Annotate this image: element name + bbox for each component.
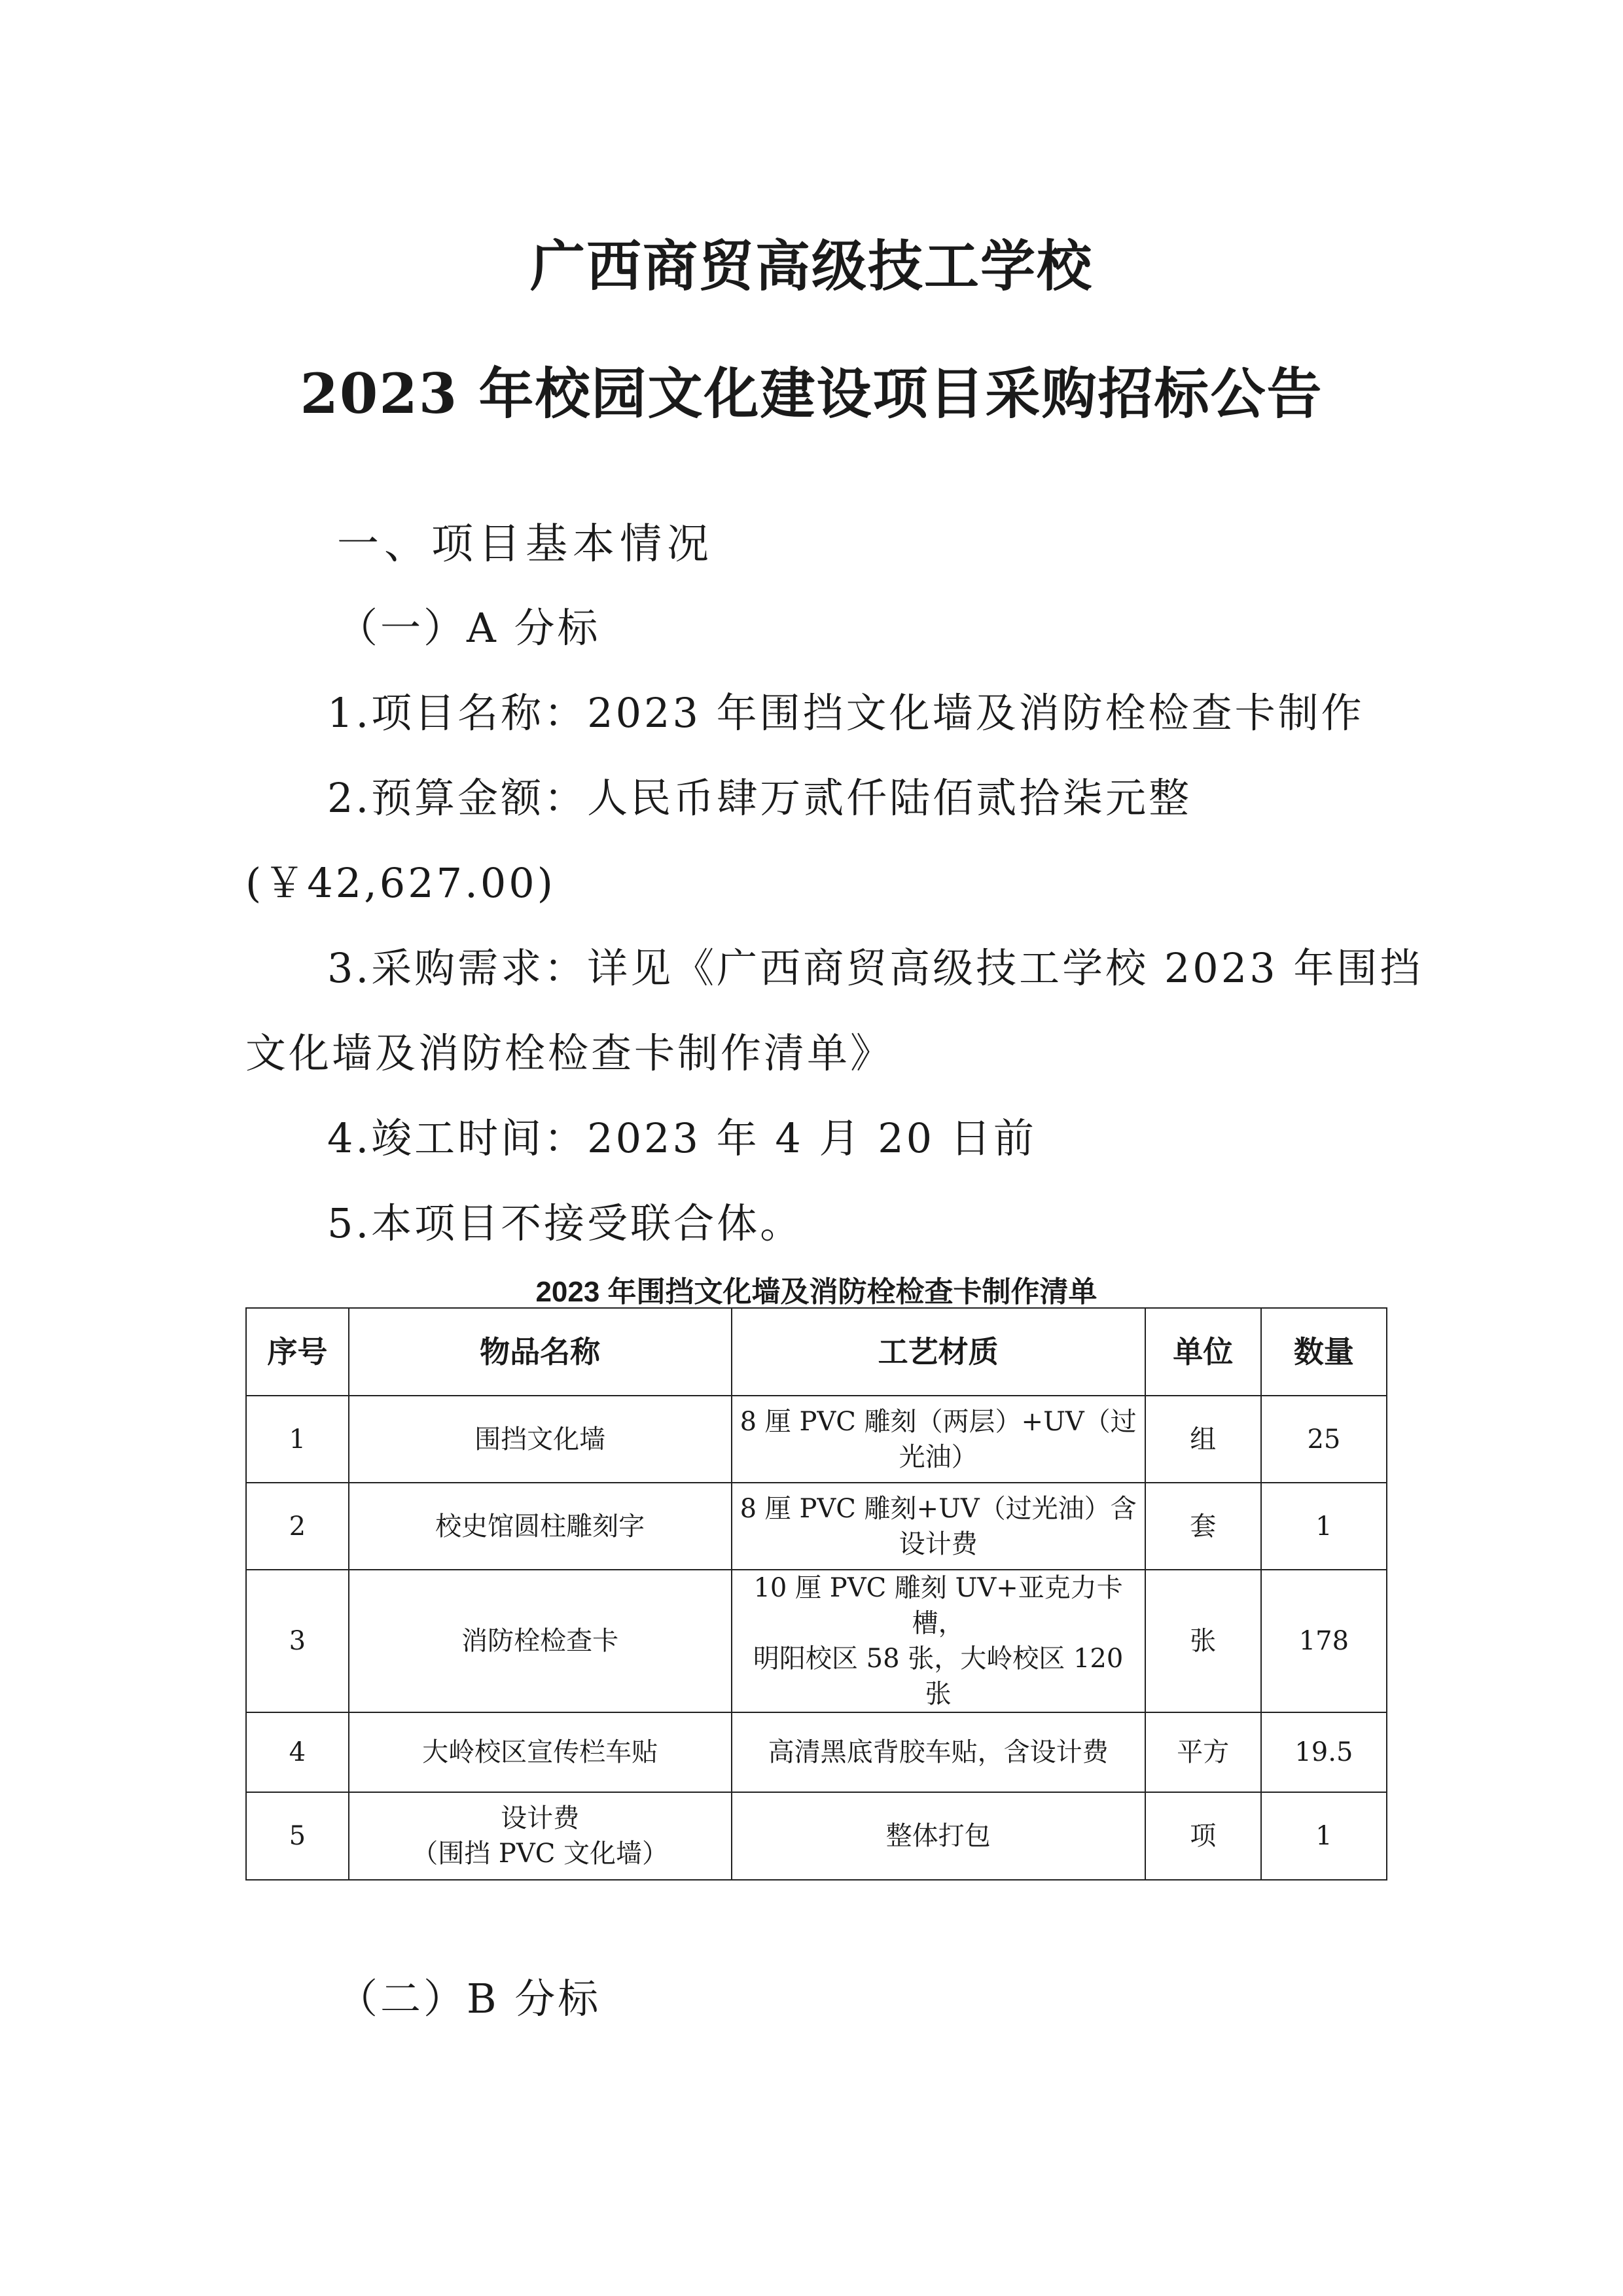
cell-no: 4 [246,1712,349,1792]
cell-qty: 1 [1261,1792,1387,1880]
cell-craft-line: 设计费 [899,1528,978,1559]
cell-name-line: 设计费 [501,1803,580,1833]
subsection-a-heading: （一）A 分标 [337,604,601,652]
cell-name: 围挡文化墙 [349,1396,732,1483]
header-cell-no: 序号 [246,1308,349,1396]
table-row [246,1396,1387,1483]
cell-craft [732,1792,1145,1880]
table-row [246,1712,1387,1792]
cell-qty: 178 [1261,1570,1387,1712]
table-row [246,1792,1387,1880]
cell-unit: 项 [1145,1792,1261,1880]
cell-craft [732,1712,1145,1792]
table-header-row [246,1308,1387,1396]
header-cell-unit: 单位 [1145,1308,1261,1396]
cell-craft-line: 明阳校区 58 张，大岭校区 120 [753,1644,1124,1674]
cell-craft [732,1570,1145,1712]
header-cell-qty: 数量 [1261,1308,1387,1396]
budget-amount-figure: (￥42,627.00) [245,859,556,907]
consortium-paragraph: 5.本项目不接受联合体。 [327,1199,804,1247]
cell-no: 2 [246,1483,349,1570]
cell-craft [732,1483,1145,1570]
cell-name-line: （围挡 PVC 文化墙） [412,1839,669,1869]
items-table [245,1307,1387,1881]
table-row [246,1570,1387,1712]
budget-paragraph: 2.预算金额：人民币肆万贰仟陆佰贰拾柒元整 [327,774,1192,822]
cell-craft-line: 张 [925,1679,952,1709]
subsection-b-heading: （二）B 分标 [337,1975,601,2022]
header-cell-craft: 工艺材质 [732,1308,1145,1396]
header-cell-name: 物品名称 [349,1308,732,1396]
cell-craft-line: 光油） [899,1441,978,1472]
cell-unit: 组 [1145,1396,1261,1483]
cell-qty: 19.5 [1261,1712,1387,1792]
cell-unit: 张 [1145,1570,1261,1712]
requirements-paragraph-continued: 文化墙及消防栓检查卡制作清单》 [245,1029,894,1077]
section-heading: 一、项目基本情况 [337,520,714,569]
cell-craft-line: 整体打包 [885,1821,991,1851]
cell-qty: 25 [1261,1396,1387,1483]
cell-craft [732,1396,1145,1483]
cell-name: 大岭校区宣传栏车贴 [349,1712,732,1792]
table-row [246,1483,1387,1570]
cell-unit: 套 [1145,1483,1261,1570]
cell-craft-line: 10 厘 PVC 雕刻 UV+亚克力卡槽， [753,1573,1123,1638]
cell-craft-line: 8 厘 PVC 雕刻（两层）+UV（过 [740,1406,1137,1437]
completion-time-paragraph: 4.竣工时间：2023 年 4 月 20 日前 [327,1114,1037,1162]
cell-craft-line: 8 厘 PVC 雕刻+UV（过光油）含 [740,1493,1137,1524]
document-title-line1: 广西商贸高级技工学校 [529,234,1093,298]
cell-name: 校史馆圆柱雕刻字 [349,1483,732,1570]
requirements-paragraph: 3.采购需求：详见《广西商贸高级技工学校 2023 年围挡 [327,944,1423,992]
cell-name [349,1792,732,1880]
cell-qty: 1 [1261,1483,1387,1570]
cell-no: 3 [246,1570,349,1712]
document-title-line2: 2023 年校园文化建设项目采购招标公告 [300,361,1323,426]
table-caption: 2023 年围挡文化墙及消防栓检查卡制作清单 [535,1276,1097,1308]
project-name-paragraph: 1.项目名称：2023 年围挡文化墙及消防栓检查卡制作 [327,689,1364,737]
cell-no: 5 [246,1792,349,1880]
cell-craft-line: 高清黑底背胶车贴，含设计费 [768,1737,1109,1767]
cell-name: 消防栓检查卡 [349,1570,732,1712]
cell-unit: 平方 [1145,1712,1261,1792]
cell-no: 1 [246,1396,349,1483]
